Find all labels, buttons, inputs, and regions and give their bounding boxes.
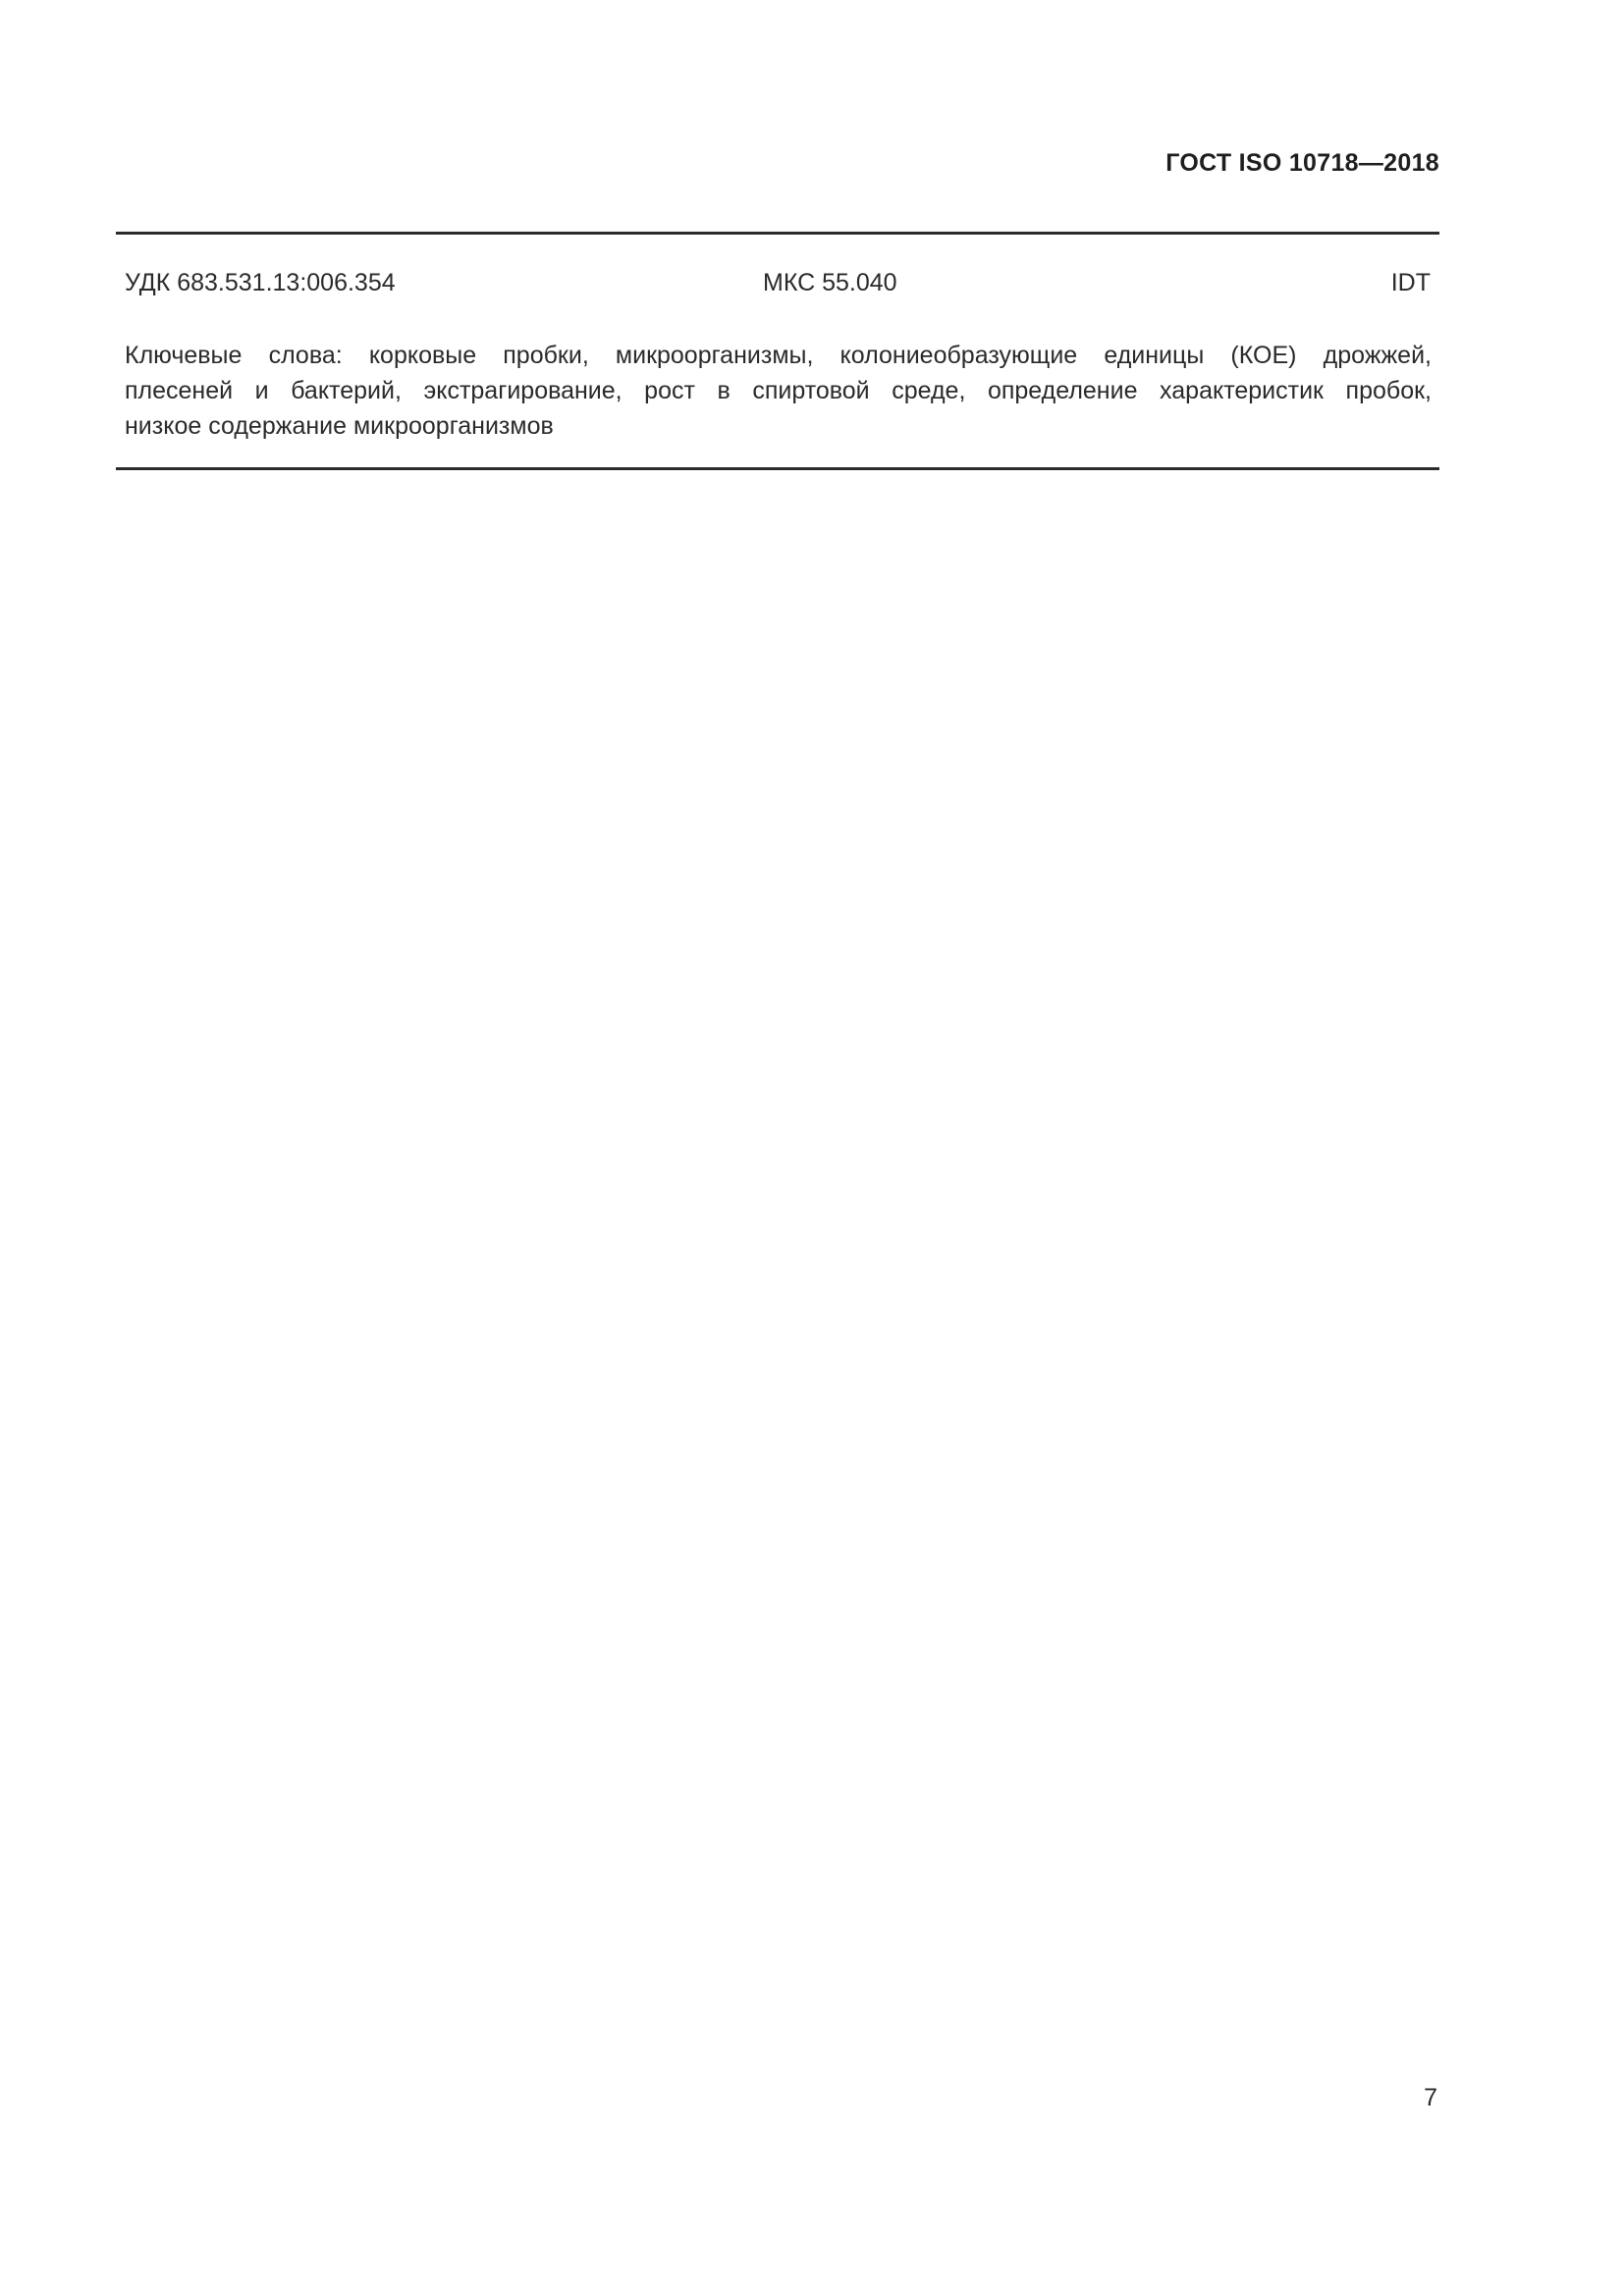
keywords-line: плесеней и бактерий, экстрагирование, рост в спиртовой среде, определение характеристик пробок, [125,377,1432,404]
classification-row [125,269,1431,302]
mks-code: МКС 55.040 [763,269,897,296]
keywords-block [125,338,1432,444]
page-number: 7 [1424,2084,1437,2111]
keywords-line: Ключевые слова: корковые пробки, микроорганизмы, колониеобразующие единицы (КОЕ) дрожжей, [125,342,1432,369]
top-rule [116,232,1439,235]
standard-code-header: ГОСТ ISO 10718—2018 [1165,149,1439,177]
equivalence-degree: IDT [1390,269,1431,296]
udk-code: УДК 683.531.13:006.354 [125,269,396,296]
keywords-line: низкое содержание микроорганизмов [125,412,554,440]
bottom-rule [116,467,1439,470]
